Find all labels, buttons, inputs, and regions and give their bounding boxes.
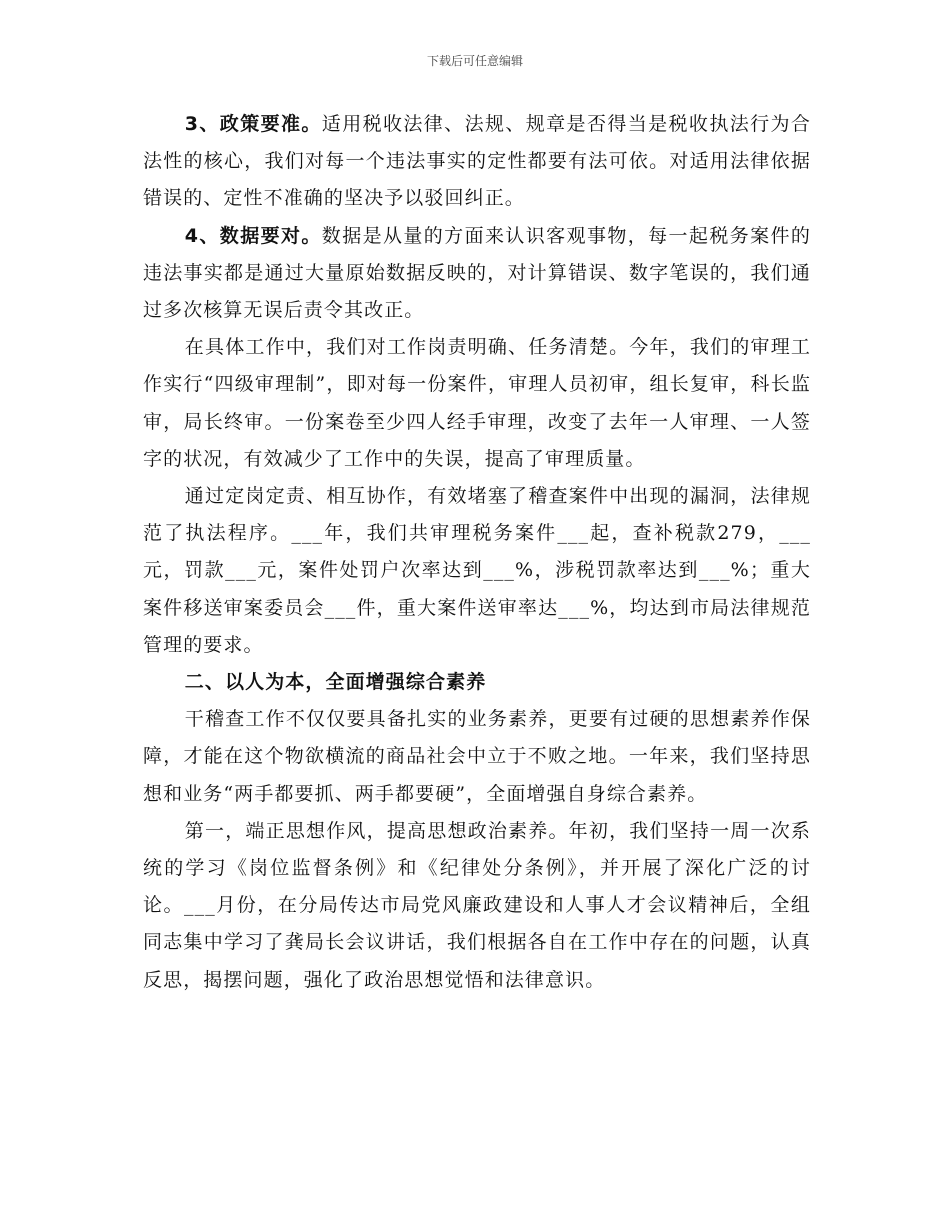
paragraph-review-system: 在具体工作中，我们对工作岗责明确、任务清楚。今年，我们的审理工作实行“四级审理制”，即对每一份案件，审理人员初审，组长复审，科长监审，局长终审。一份案卷至少四人经手审理，改变了去年一人审理、一人签字的状况，有效减少了工作中的失误，提高了审理质量。	[143, 336, 811, 470]
paragraph-statistics: 通过定岗定责、相互协作，有效堵塞了稽查案件中出现的漏洞，法律规范了执法程序。___年，我们共审理税务案件___起，查补税款279，___元，罚款___元，案件处罚户次率达到___%，涉税罚款率达到___%；重大案件移送审案委员会___件，重大案件送审率达___%，均达到市局法律规范管理的要求。	[143, 485, 811, 656]
paragraph-political: 第一，端正思想作风，提高思想政治素养。年初，我们坚持一周一次系统的学习《岗位监督条例》和《纪律处分条例》，并开展了深化广泛的讨论。___月份，在分局传达市局党风廉政建设和人事人才会议精神后，全组同志集中学习了龚局长会议讲话，我们根据各自在工作中存在的问题，认真反思，揭摆问题，强化了政治思想觉悟和法律意识。	[143, 819, 811, 991]
paragraph-quality: 干稽查工作不仅仅要具备扎实的业务素养，更要有过硬的思想素养作保障，才能在这个物欲横流的商品社会中立于不败之地。一年来，我们坚持思想和业务“两手都要抓、两手都要硬”，全面增强自身综合素养。	[143, 708, 811, 805]
page-header: 下载后可任意编辑	[426, 54, 523, 68]
paragraph-lead: 4、数据要对。	[184, 224, 322, 247]
paragraph-lead: 3、政策要准。	[184, 113, 322, 135]
paragraph-data	[143, 218, 811, 330]
section-heading: 二、以人为本，全面增强综合素养	[184, 671, 487, 694]
document-body	[143, 106, 811, 999]
paragraph-policy	[143, 106, 811, 218]
paragraph-text: 适用税收法律、法规、规章是否得当是税收执法行为合法性的核心，我们对每一个违法事实的定性都要有法可依。对适用法律依据错误的、定性不准确的坚决予以驳回纠正。	[143, 113, 812, 210]
paragraph-text: 数据是从量的方面来认识客观事物，每一起税务案件的违法事实都是通过大量原始数据反映的，对计算错误、数字笔误的，我们通过多次核算无误后责令其改正。	[143, 224, 812, 322]
